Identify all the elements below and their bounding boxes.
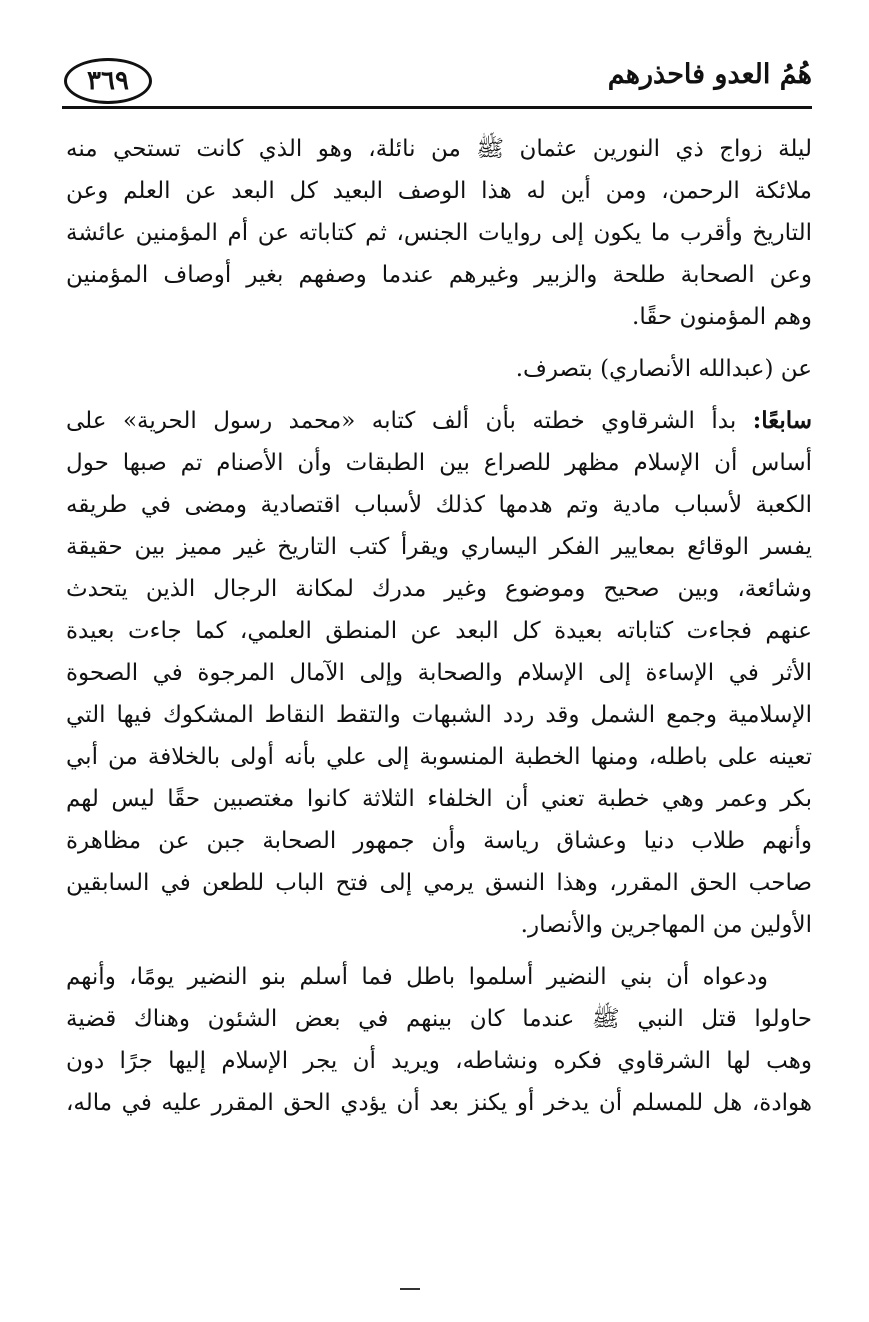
text-line: الأولين من المهاجرين والأنصار. — [520, 912, 812, 938]
page-header — [62, 55, 812, 107]
text-line: أساس أن الإسلام مظهر للصراع بين الطبقات وأن الأصنام تم صبها حول — [66, 450, 812, 476]
text-line — [66, 400, 812, 442]
text-line: ملائكة الرحمن، ومن أين له هذا الوصف البعيد كل البعد عن العلم وعن — [66, 178, 812, 204]
text-line: هوادة، هل للمسلم أن يدخر أو يكنز بعد أن يؤدي الحق المقرر عليه في ماله، — [66, 1090, 812, 1116]
page-number: ٣٦٩ — [87, 66, 129, 96]
text-line: وشائعة، وبين صحيح وموضوع وغير مدرك لمكانة الرجال الذين يتحدث — [66, 576, 812, 602]
header-rule — [62, 106, 812, 109]
running-title: هُمُ العدو فاحذرهم — [607, 59, 812, 90]
text-line: حاولوا قتل النبي ﷺ عندما كان بينهم في بعض الشئون وهناك قضية — [66, 1006, 812, 1032]
text-line: الأثر في الإساءة إلى الإسلام والصحابة وإلى الآمال المرجوة في الصحوة — [66, 660, 812, 686]
text-line: بكر وعمر وهي خطبة تعني أن الخلفاء الثلاثة كانوا مغتصبين حقًا ليس لهم — [66, 786, 812, 812]
text-line-content: بدأ الشرقاوي خطته بأن ألف كتابه «محمد رسول الحرية» على — [66, 408, 753, 434]
text-line: يفسر الوقائع بمعايير الفكر اليساري ويقرأ كتب التاريخ غير مميز بين حقيقة — [66, 534, 812, 560]
section-lead: سابعًا: — [752, 407, 812, 434]
text-line: الكعبة لأسباب مادية وتم هدمها كذلك لأسباب اقتصادية ومضى في طريقه — [66, 492, 812, 518]
text-line: ليلة زواج ذي النورين عثمان ﷺ من نائلة، وهو الذي كانت تستحي منه — [66, 136, 812, 162]
text-line: التاريخ وأقرب ما يكون إلى روايات الجنس، ثم كتاباته عن أم المؤمنين عائشة — [66, 220, 812, 246]
text-line: تعينه على باطله، ومنها الخطبة المنسوبة إلى علي بأنه أولى بالخلافة من أبي — [66, 744, 812, 770]
text-line: ودعواه أن بني النضير أسلموا باطل فما أسلم بنو النضير يومًا، وأنهم — [66, 964, 768, 990]
text-line: وهب لها الشرقاوي فكره ونشاطه، ويريد أن يجر الإسلام إليها جرًا دون — [66, 1048, 812, 1074]
text-line: عنهم فجاءت كتاباته بعيدة كل البعد عن المنطق العلمي، كما جاءت بعيدة — [66, 618, 812, 644]
text-line: وعن الصحابة طلحة والزبير وغيرهم عندما وصفهم بغير أوصاف المؤمنين — [66, 262, 812, 288]
footer-mark — [400, 1288, 420, 1290]
text-line: صاحب الحق المقرر، وهذا النسق يرمي إلى فتح الباب للطعن في السابقين — [66, 870, 812, 896]
text-line: وأنهم طلاب دنيا وعشاق رياسة وأن جمهور الصحابة جبن عن مظاهرة — [66, 828, 812, 854]
text-line: الإسلامية وجمع الشمل وقد ردد الشبهات والتقط النقاط المشكوك فيها التي — [66, 702, 812, 728]
text-line: وهم المؤمنون حقًا. — [632, 304, 812, 330]
page-body — [66, 128, 812, 1124]
source-line: عن (عبدالله الأنصاري) بتصرف. — [515, 356, 812, 382]
page-number-badge — [64, 58, 152, 104]
